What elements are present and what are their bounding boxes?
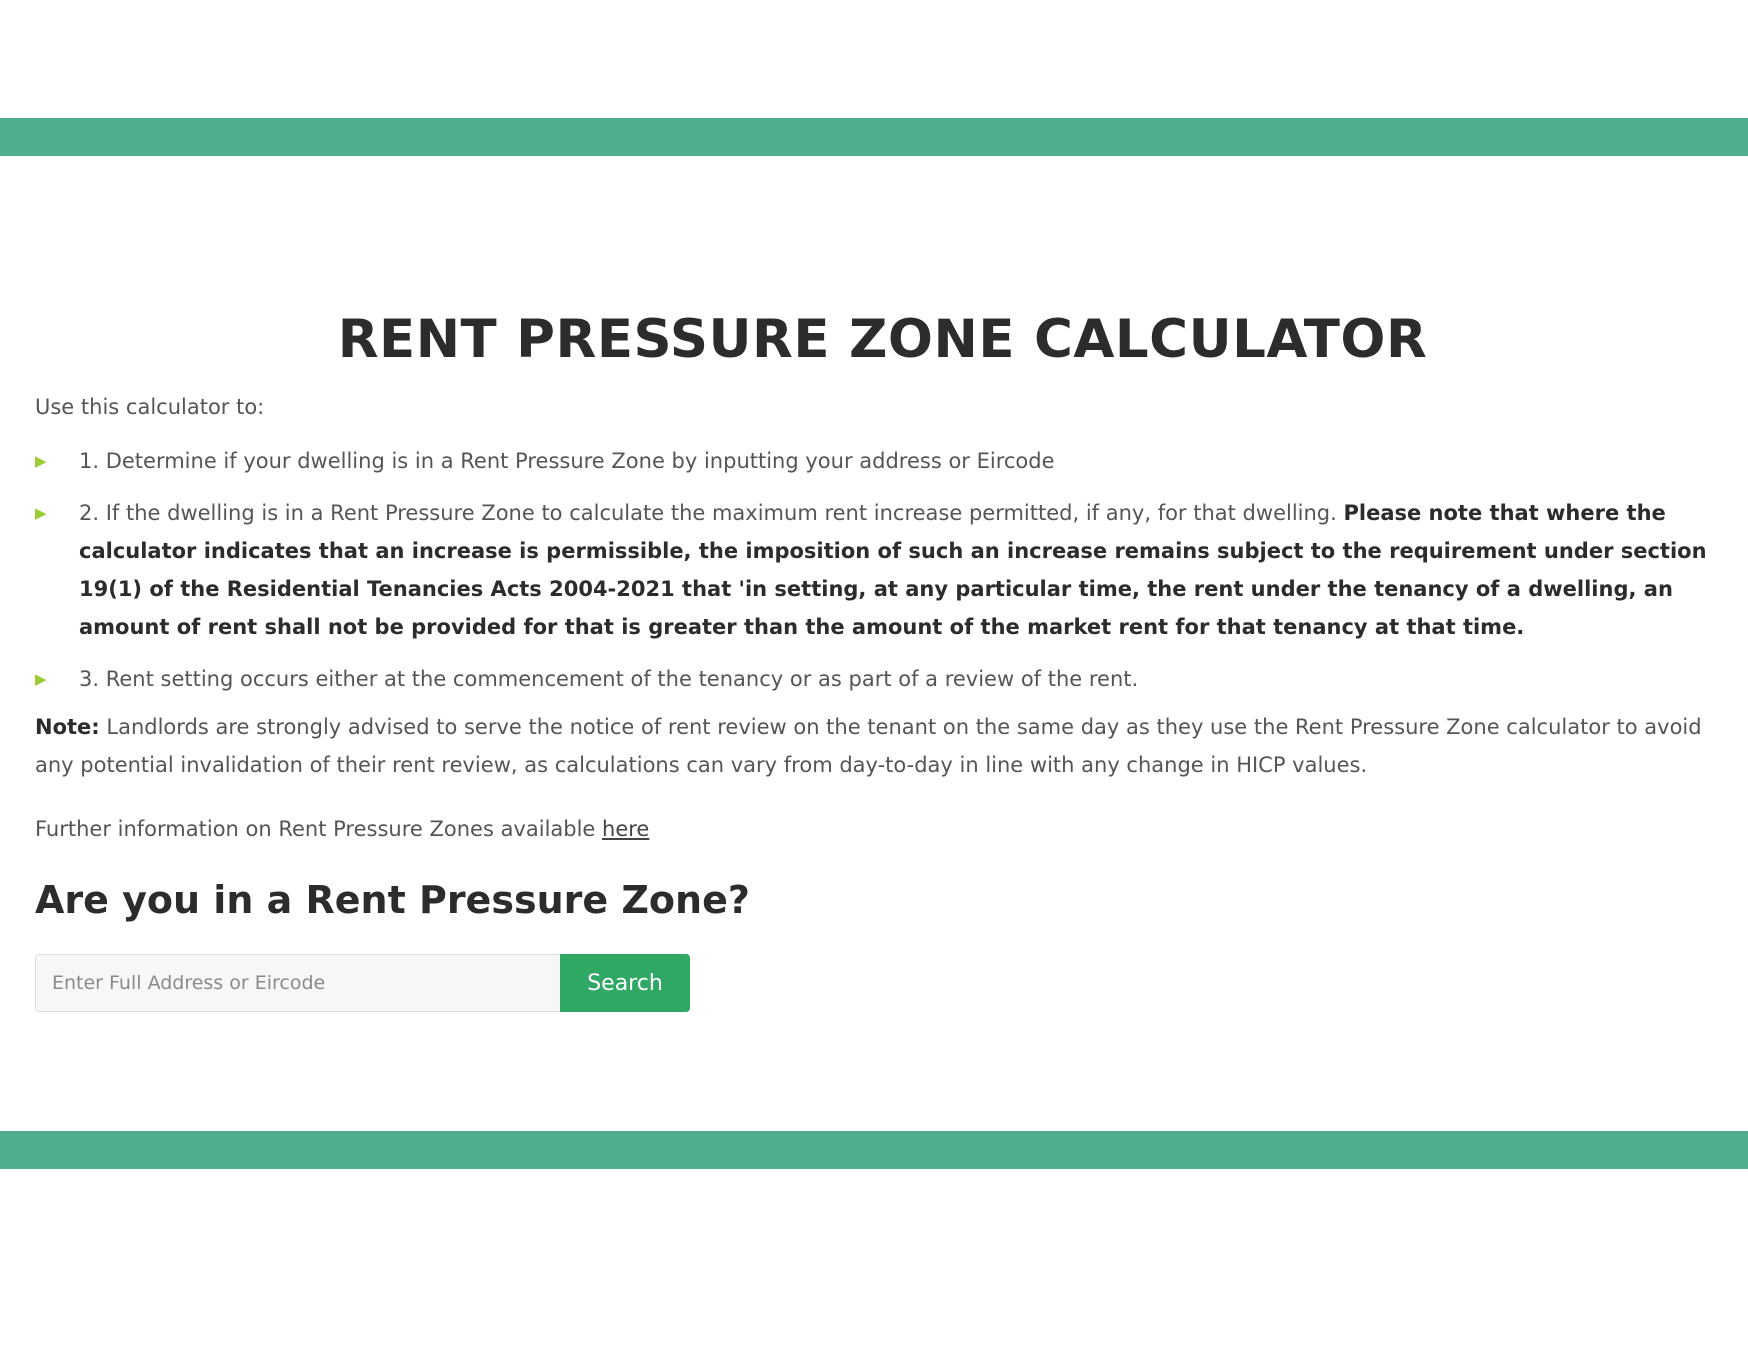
step-2-text: 2. If the dwelling is in a Rent Pressure Zone to calculate the maximum rent increase permitted, if any, for that dwelling.	[79, 501, 1337, 525]
triangle-bullet-icon: ▶	[35, 452, 47, 470]
triangle-bullet-icon: ▶	[35, 670, 47, 688]
step-3-text: 3. Rent setting occurs either at the commencement of the tenancy or as part of a review of the rent.	[79, 667, 1139, 691]
bottom-green-band	[0, 1131, 1748, 1169]
triangle-bullet-icon: ▶	[35, 504, 47, 522]
list-item	[35, 494, 1730, 646]
search-button[interactable]: Search	[560, 954, 690, 1012]
address-search-input[interactable]	[35, 954, 560, 1012]
list-item	[35, 442, 1730, 480]
top-green-band	[0, 118, 1748, 156]
note-paragraph	[35, 708, 1730, 784]
intro-text: Use this calculator to:	[35, 395, 265, 419]
search-form	[35, 954, 1730, 1012]
rpz-heading: Are you in a Rent Pressure Zone?	[35, 878, 750, 922]
list-item	[35, 660, 1730, 698]
further-info-text: Further information on Rent Pressure Zones available	[35, 817, 603, 841]
page-title: RENT PRESSURE ZONE CALCULATOR	[337, 309, 1428, 370]
calculator-content	[35, 300, 1730, 1012]
steps-list	[35, 442, 1730, 698]
further-info	[35, 812, 1730, 846]
step-1-text: 1. Determine if your dwelling is in a Rent Pressure Zone by inputting your address or Eircode	[79, 449, 1055, 473]
note-text: Landlords are strongly advised to serve the notice of rent review on the tenant on the same day as they use the Rent Pressure Zone calculator to avoid any potential invalidation of their rent review, as calculations can vary from day-to-day in line with any change in HICP values.	[35, 715, 1702, 777]
further-info-link[interactable]: here	[602, 817, 650, 841]
note-label: Note:	[35, 715, 100, 739]
step-2-bold-notice: Please note that where the calculator indicates that an increase is permissible, the imposition of such an increase remains subject to the requirement under section 19(1) of the Residential Tenancies Acts 2004-2021 that 'in setting, at any particular time, the rent under the tenancy of a dwelling, an amount of rent shall not be provided for that is greater than the amount of the market rent for that tenancy at that time.	[79, 501, 1707, 639]
